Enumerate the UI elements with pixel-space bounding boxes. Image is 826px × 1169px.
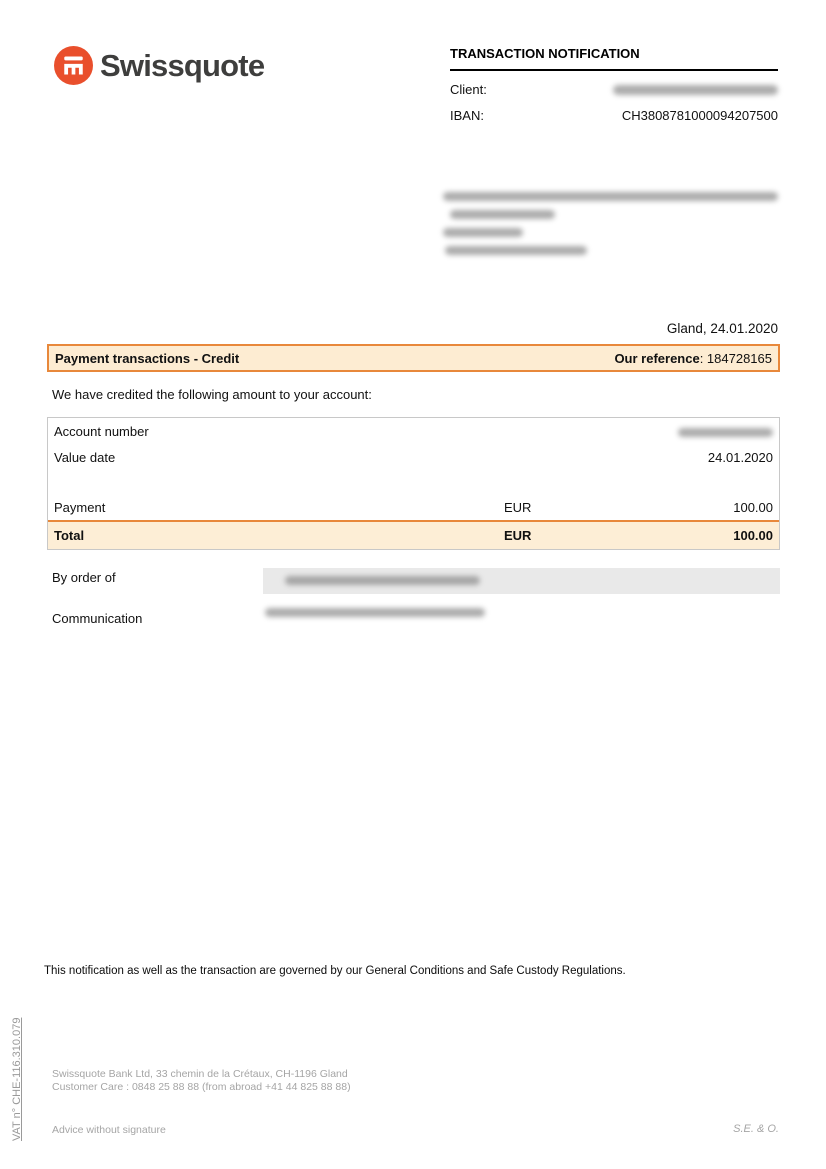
table-spacer xyxy=(48,470,779,494)
payment-currency: EUR xyxy=(504,499,532,515)
total-label: Total xyxy=(54,528,85,543)
client-value-redacted xyxy=(613,85,778,95)
reference-label: Our reference xyxy=(614,350,700,366)
payment-label: Payment xyxy=(54,499,106,515)
brand-name: Swissquote xyxy=(100,48,265,83)
vat-number-vertical: VAT n° CHE-116.310.079 xyxy=(11,1017,23,1141)
document-title: TRANSACTION NOTIFICATION xyxy=(450,46,778,71)
table-row-payment xyxy=(48,494,779,520)
value-date-label: Value date xyxy=(54,449,116,465)
intro-text: We have credited the following amount to your account: xyxy=(52,387,372,402)
bank-address: Swissquote Bank Ltd, 33 chemin de la Crétaux, CH-1196 Gland xyxy=(52,1068,348,1080)
recipient-address-redacted xyxy=(443,192,780,264)
document-header xyxy=(450,46,778,123)
by-order-of-value-redacted xyxy=(285,576,480,585)
swissquote-logo xyxy=(54,46,264,85)
communication-value-redacted xyxy=(265,608,485,617)
communication-label: Communication xyxy=(52,611,143,626)
client-row xyxy=(450,82,778,97)
transaction-details-table xyxy=(47,417,780,550)
advice-without-signature: Advice without signature xyxy=(52,1124,166,1136)
value-date-value: 24.01.2020 xyxy=(707,449,773,465)
account-number-label: Account number xyxy=(54,423,149,439)
section-banner xyxy=(47,344,780,372)
payment-amount: 100.00 xyxy=(733,499,773,515)
iban-row xyxy=(450,108,778,123)
customer-care: Customer Care : 0848 25 88 88 (from abroad +41 44 825 88 88) xyxy=(52,1080,351,1093)
total-amount: 100.00 xyxy=(733,528,773,543)
table-row-total xyxy=(48,520,779,549)
address-line-redacted xyxy=(443,192,778,201)
errors-excepted-note: S.E. & O. xyxy=(733,1123,779,1135)
reference-value: : 184728165 xyxy=(699,350,772,366)
by-order-of-label: By order of xyxy=(52,570,116,585)
banner-reference xyxy=(614,351,772,366)
client-label: Client: xyxy=(450,82,487,97)
legal-notice: This notification as well as the transaction are governed by our General Conditions and Safe Custody Regulations. xyxy=(44,965,626,977)
address-line-redacted xyxy=(445,246,587,255)
place-date: Gland, 24.01.2020 xyxy=(666,321,778,336)
iban-value: CH3808781000094207500 xyxy=(621,108,778,123)
account-number-value-redacted xyxy=(504,424,773,439)
by-order-of-value-highlight xyxy=(263,568,780,594)
address-line-redacted xyxy=(443,228,523,237)
footer-bank-contact xyxy=(52,1068,351,1093)
swissquote-logo-icon xyxy=(54,46,93,85)
table-row-account-number xyxy=(48,418,779,444)
banner-title: Payment transactions - Credit xyxy=(55,350,240,366)
address-line-redacted xyxy=(450,210,555,219)
table-row-value-date xyxy=(48,444,779,470)
iban-label: IBAN: xyxy=(450,108,484,123)
total-currency: EUR xyxy=(504,528,532,543)
